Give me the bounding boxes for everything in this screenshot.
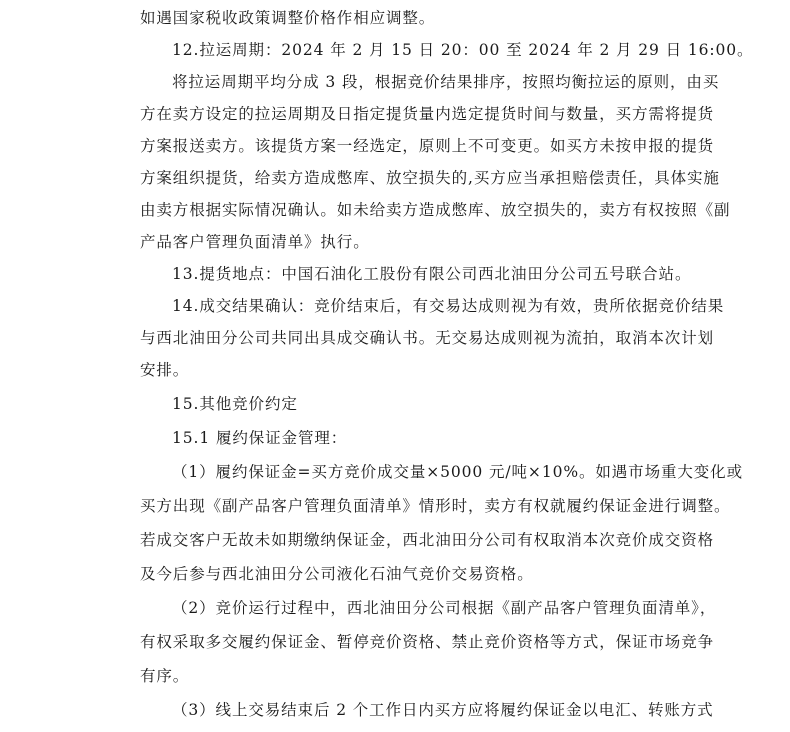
paragraph-line: 由卖方根据实际情况确认。如未给卖方造成憋库、放空损失的，卖方有权按照《副 (140, 201, 731, 219)
paragraph-line: 将拉运周期平均分成 3 段，根据竞价结果排序，按照均衡拉运的原则，由买 (172, 73, 720, 91)
paragraph-line: 有序。 (140, 667, 190, 685)
item-1-line: （1）履约保证金=买方竞价成交量×5000 元/吨×10%。如遇市场重大变化或 (172, 463, 743, 481)
clause-15-1-heading: 15.1 履约保证金管理： (172, 429, 348, 447)
paragraph-line: 方在卖方设定的拉运周期及日指定提货量内选定提货时间与数量，买方需将提货 (140, 105, 715, 123)
paragraph-line: 方案报送卖方。该提货方案一经选定，原则上不可变更。如买方未按申报的提货 (140, 137, 715, 155)
paragraph-line: 产品客户管理负面清单》执行。 (140, 233, 370, 251)
item-2-line: （2）竞价运行过程中，西北油田分公司根据《副产品客户管理负面清单》， (172, 599, 717, 617)
paragraph-line: 与西北油田分公司共同出具成交确认书。无交易达成则视为流拍，取消本次计划 (140, 329, 715, 347)
paragraph-line: 买方出现《副产品客户管理负面清单》情形时，卖方有权就履约保证金进行调整。 (140, 497, 731, 515)
clause-13-line: 13.提货地点：中国石油化工股份有限公司西北油田分公司五号联合站。 (172, 265, 692, 283)
clause-15-heading: 15.其他竞价约定 (172, 395, 298, 413)
paragraph-line: 如遇国家税收政策调整价格作相应调整。 (140, 9, 436, 27)
clause-12-line: 12.拉运周期：2024 年 2 月 15 日 20：00 至 2024 年 2 月 29 日 16:00。 (172, 41, 754, 59)
item-3-line: （3）线上交易结束后 2 个工作日内买方应将履约保证金以电汇、转账方式 (172, 701, 714, 719)
paragraph-line: 方案组织提货，给卖方造成憋库、放空损失的,买方应当承担赔偿责任，具体实施 (140, 169, 720, 187)
paragraph-line: 有权采取多交履约保证金、暂停竞价资格、禁止竞价资格等方式，保证市场竞争 (140, 633, 715, 651)
paragraph-line: 若成交客户无故未如期缴纳保证金，西北油田分公司有权取消本次竞价成交资格 (140, 531, 715, 549)
paragraph-line: 及今后参与西北油田分公司液化石油气竞价交易资格。 (140, 565, 534, 583)
clause-14-line: 14.成交结果确认：竞价结束后，有交易达成则视为有效，贵所依据竞价结果 (172, 297, 725, 315)
paragraph-line: 安排。 (140, 361, 190, 379)
